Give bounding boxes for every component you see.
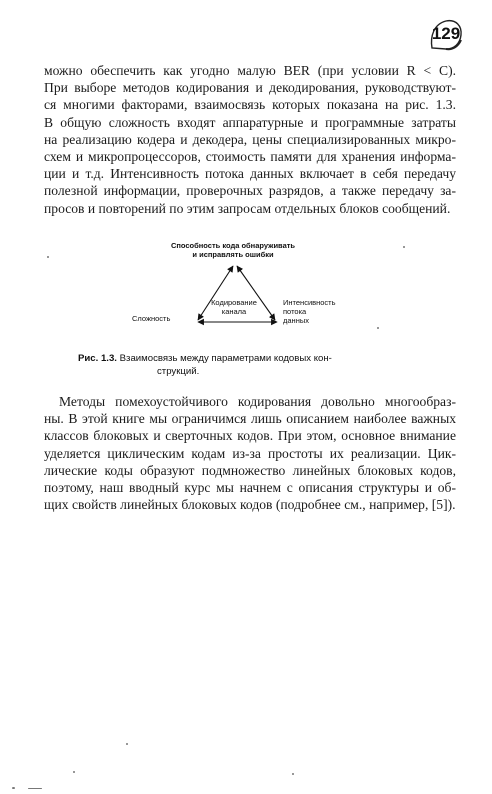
figure-triangle-diagram: [120, 236, 380, 336]
figure-label-line: Кодирование: [211, 298, 257, 307]
paragraph-line: можно обеспечить как угодно малую BER (при условии R < C).: [44, 63, 456, 78]
paragraph-line: просов и повторений по этим запросам отдельных блоков сообщений.: [44, 200, 451, 216]
paragraph-line: Методы помехоустойчивого кодирования довольно многообраз-: [59, 394, 456, 409]
figure-caption: [78, 353, 418, 378]
figure-label-line: и исправлять ошибки: [192, 250, 274, 259]
paragraph-line: щих свойств линейных блоковых кодов (подробнее см., например, [5]).: [44, 497, 456, 513]
paragraph-2: [44, 393, 456, 513]
figure-label-channel-coding: [207, 298, 261, 316]
paragraph-line: ны. В этой книге мы ограничимся лишь описанием наиболее важных: [44, 411, 456, 427]
paragraph-line: ции и т.д. Интенсивность потока данных включает в себя передачу: [44, 166, 456, 182]
figure-label-line: Интенсивность: [283, 298, 336, 307]
paragraph-line: При выборе методов кодирования и декодирования, руководствуют-: [44, 80, 456, 96]
scan-speck: [403, 246, 405, 248]
paragraph-line: полезной информации, проверочных разрядов, а также передачу за-: [44, 183, 456, 199]
caption-text: струкций.: [157, 365, 200, 377]
scan-speck: [12, 787, 15, 789]
page-number: 129: [431, 24, 461, 43]
figure-label-line: Способность кода обнаруживать: [170, 241, 296, 250]
paragraph-line: классов блоковых и сверточных кодов. При этом, основное внимание: [44, 428, 456, 444]
figure-label-data-rate: [283, 298, 336, 325]
caption-text: Взаимосвязь между параметрами кодовых кон-: [119, 353, 332, 364]
figure-label-line: данных: [283, 316, 309, 325]
scan-speck: [47, 256, 49, 258]
paragraph-line: на реализацию кодера и декодера, цены специализированных микро-: [44, 131, 456, 147]
figure-label-complexity: Сложность: [132, 314, 171, 323]
caption-label: Рис. 1.3.: [78, 353, 117, 364]
figure-label-line: потока: [283, 307, 307, 316]
scan-speck: [377, 327, 379, 329]
paragraph-line: схем и микропроцессоров, стоимость памяти для хранения информа-: [44, 149, 456, 165]
scan-speck: [292, 773, 294, 775]
paragraph-line: лические коды образуют подмножество линейных блоковых кодов,: [44, 462, 456, 478]
paragraph-1: [44, 62, 456, 217]
paragraph-line: уделяется циклическим кодам из-за простоты их реализации. Цик-: [44, 445, 456, 461]
paragraph-line: ся многими факторами, взаимосвязь которых показана на рис. 1.3.: [44, 97, 456, 113]
paragraph-line: В общую сложность входят аппаратурные и программные затраты: [44, 114, 456, 130]
figure-label-line: канала: [221, 307, 247, 316]
scan-speck: [73, 771, 75, 773]
scan-speck: [28, 788, 42, 789]
paragraph-line: поэтому, наш вводный курс мы начнем с описания структуры и об-: [44, 480, 456, 496]
figure-label-error-capability: [158, 241, 308, 259]
scan-speck: [126, 743, 128, 745]
